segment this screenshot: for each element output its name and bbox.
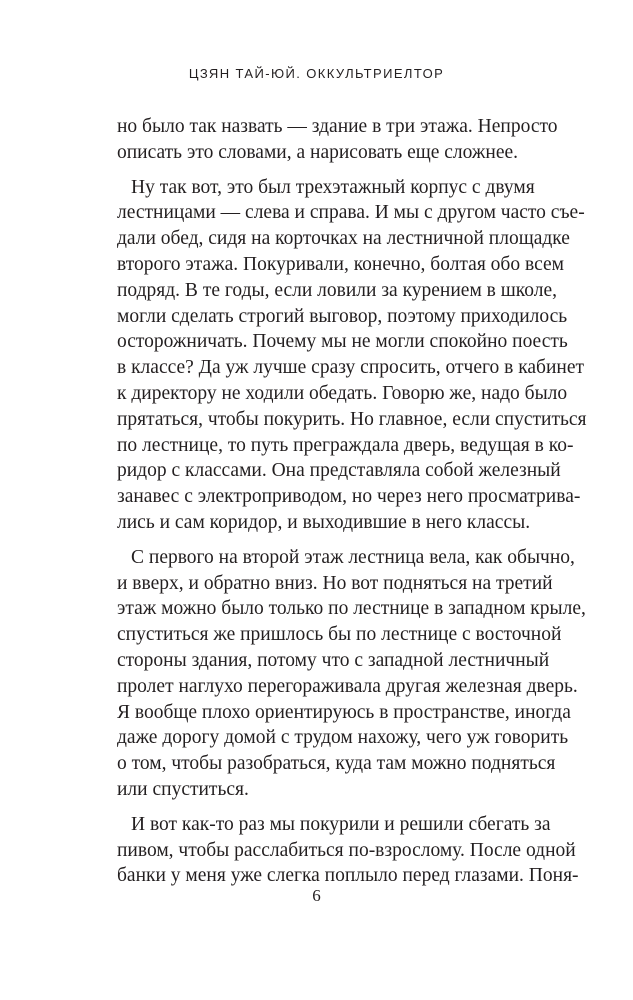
text-line: о том, чтобы разобраться, куда там можно подняться <box>117 753 556 775</box>
body-text <box>117 114 587 889</box>
text-line: но было так назвать — здание в три этажа. Непросто <box>117 116 558 137</box>
text-line: Я вообще плохо ориентируюсь в пространстве, иногда <box>117 701 571 723</box>
text-line: лестницами — слева и справа. И мы с другом часто съе- <box>117 202 585 224</box>
page-number: 6 <box>312 886 321 905</box>
text-line: по лестнице, то путь преграждала дверь, ведущая в ко- <box>117 434 574 456</box>
text-line: стороны здания, потому что с западной лестничный <box>117 649 550 671</box>
text-line: подряд. В те годы, если ловили за курением в школе, <box>117 279 558 301</box>
text-line: спуститься же пришлось бы по лестнице с восточной <box>117 624 562 646</box>
text-line: могли сделать строгий выговор, поэтому приходилось <box>117 305 568 327</box>
text-line: описать это словами, а нарисовать еще сложнее. <box>117 141 519 163</box>
text-line: в классе? Да уж лучше сразу спросить, отчего в кабинет <box>117 357 584 379</box>
text-line: И вот как-то раз мы покурили и решили сбегать за <box>131 813 551 835</box>
text-line: дали обед, сидя на корточках на лестничной площадке <box>117 228 570 250</box>
text-line: С первого на второй этаж лестница вела, как обычно, <box>131 546 575 568</box>
text-line: даже дорогу домой с трудом нахожу, чего уж говорить <box>117 727 569 749</box>
text-line: или спуститься. <box>117 778 249 800</box>
text-line: пивом, чтобы расслабиться по-взрослому. После одной <box>117 839 576 861</box>
text-line: пролет наглухо перегораживала другая железная дверь. <box>117 675 578 697</box>
text-line: к директору не ходили обедать. Говорю же, надо было <box>117 382 568 404</box>
text-line: занавес с электроприводом, но через него просматрива- <box>117 486 581 508</box>
running-head: ЦЗЯН ТАЙ-ЮЙ. ОККУЛЬТРИЕЛТОР <box>188 66 445 81</box>
text-line: и вверх, и обратно вниз. Но вот подняться на третий <box>117 572 553 594</box>
text-line: ридор с классами. Она представляла собой железный <box>117 460 561 482</box>
text-line: Ну так вот, это был трехэтажный корпус с двумя <box>131 176 535 198</box>
text-line: банки у меня уже слегка поплыло перед глазами. Поня- <box>117 865 579 887</box>
text-line: этаж можно было только по лестнице в западном крыле, <box>117 598 586 620</box>
text-line: второго этажа. Покуривали, конечно, болтая обо всем <box>117 253 564 275</box>
text-line: прятаться, чтобы покурить. Но главное, если спуститься <box>117 408 587 430</box>
text-line: осторожничать. Почему мы не могли спокойно поесть <box>117 331 568 353</box>
text-line: лись и сам коридор, и выходившие в него классы. <box>117 511 531 533</box>
